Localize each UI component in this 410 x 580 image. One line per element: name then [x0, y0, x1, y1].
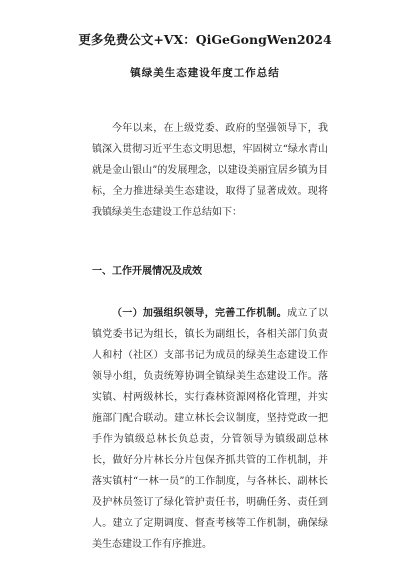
subsection-body: 成立了以镇党委书记为组长，镇长为副组长，各相关部门负责人和村（社区）支部书记为成员的绿美生态建设工作领导小组，负责统筹协调全镇绿美生态建设工作。落实镇、村两级林长，实行森林资源网格化管理，并实施部门配合联动。建立林长会议制度，坚持党政一把手作为镇级总林长负总责，分管领导为镇级副总林长，做好分片林长分片包保齐抓共管的工作机制，并落实镇村“一林一员”的工作制度，与各林长、副林长及护林员签订了绿化管护责任书，明确任务、责任到人。建立了定期调度、督查考核等工作机制，确保绿美生态建设工作有序推进。: [92, 308, 329, 550]
document-title: 镇绿美生态建设年度工作总结: [130, 67, 280, 79]
subsection-heading: （一）加强组织领导，完善工作机制。: [112, 308, 288, 319]
body-paragraph: [92, 303, 328, 555]
section-heading: 一、工作开展情况及成效: [92, 266, 202, 277]
promo-header: 更多免费公文+VX：QiGeGongWen2024: [78, 32, 332, 47]
intro-paragraph: 今年以来，在上级党委、政府的坚强领导下，我镇深入贯彻习近平生态文明思想，牢固树立“绿水青山就是金山银山”的发展理念，以建设美丽宜居乡镇为目标，全力推进绿美生态建设，取得了显著成效。现将我镇绿美生态建设工作总结如下：: [92, 123, 328, 218]
